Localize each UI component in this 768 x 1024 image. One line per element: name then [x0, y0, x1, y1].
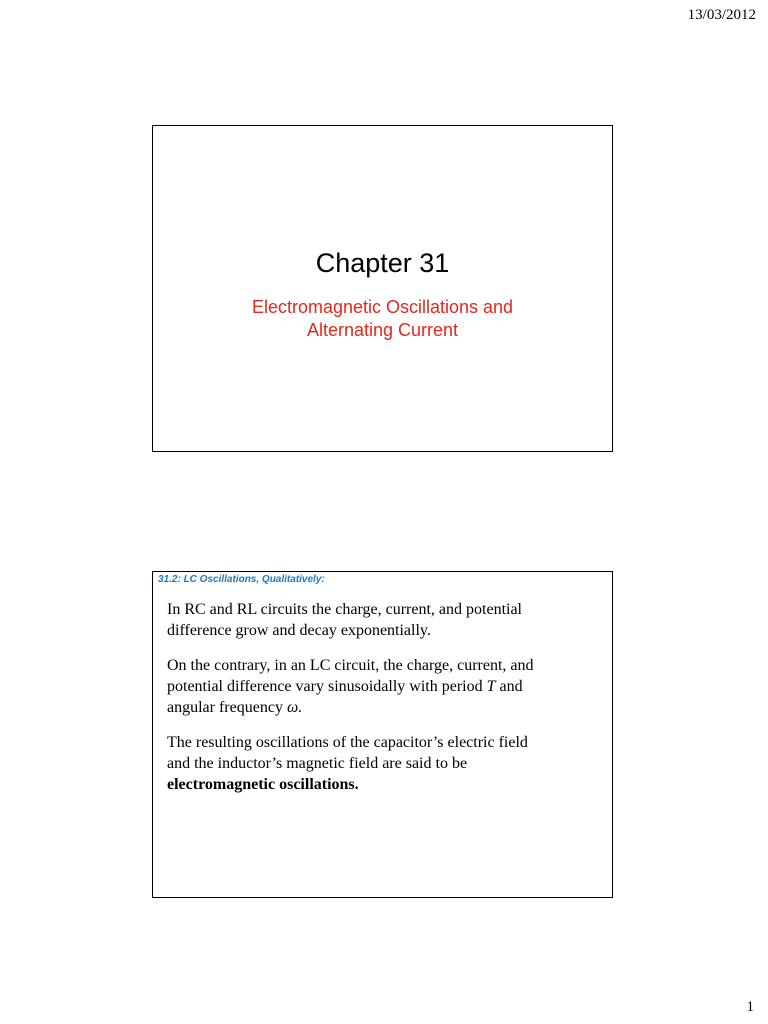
content-slide	[152, 571, 613, 898]
paragraph-1-line-2: difference grow and decay exponentially.	[167, 622, 431, 639]
paragraph-2-line-3	[167, 697, 598, 718]
paragraph-2-line-2	[167, 676, 598, 697]
paragraph-1	[167, 599, 598, 641]
paragraph-2-line-3-prefix: angular frequency	[167, 699, 287, 716]
chapter-title: Chapter 31	[315, 248, 450, 278]
title-slide	[152, 125, 613, 452]
page-number: 1	[746, 999, 754, 1015]
paragraph-3-line-2: and the inductor’s magnetic field are said to be	[167, 755, 468, 772]
paragraph-2-line-1: On the contrary, in an LC circuit, the charge, current, and	[167, 657, 534, 674]
section-heading: 31.2: LC Oscillations, Qualitatively:	[158, 574, 325, 585]
paragraph-3	[167, 732, 598, 795]
paragraph-2-line-2-prefix: potential difference vary sinusoidally with period	[167, 678, 487, 695]
angular-frequency-variable: ω.	[286, 699, 303, 716]
paragraph-2-line-2-suffix: and	[495, 678, 523, 695]
chapter-subtitle-line-2: Alternating Current	[306, 320, 459, 340]
chapter-subtitle	[173, 296, 592, 342]
paragraph-3-line-1: The resulting oscillations of the capacitor’s electric field	[167, 734, 528, 751]
chapter-subtitle-line-1: Electromagnetic Oscillations and	[251, 297, 514, 317]
page-date: 13/03/2012	[687, 7, 756, 23]
slide-body	[167, 599, 598, 809]
paragraph-1-line-1: In RC and RL circuits the charge, current, and potential	[167, 601, 522, 618]
period-variable: T	[486, 678, 496, 695]
electromagnetic-oscillations-term: electromagnetic oscillations.	[167, 776, 359, 793]
paragraph-2	[167, 655, 598, 718]
